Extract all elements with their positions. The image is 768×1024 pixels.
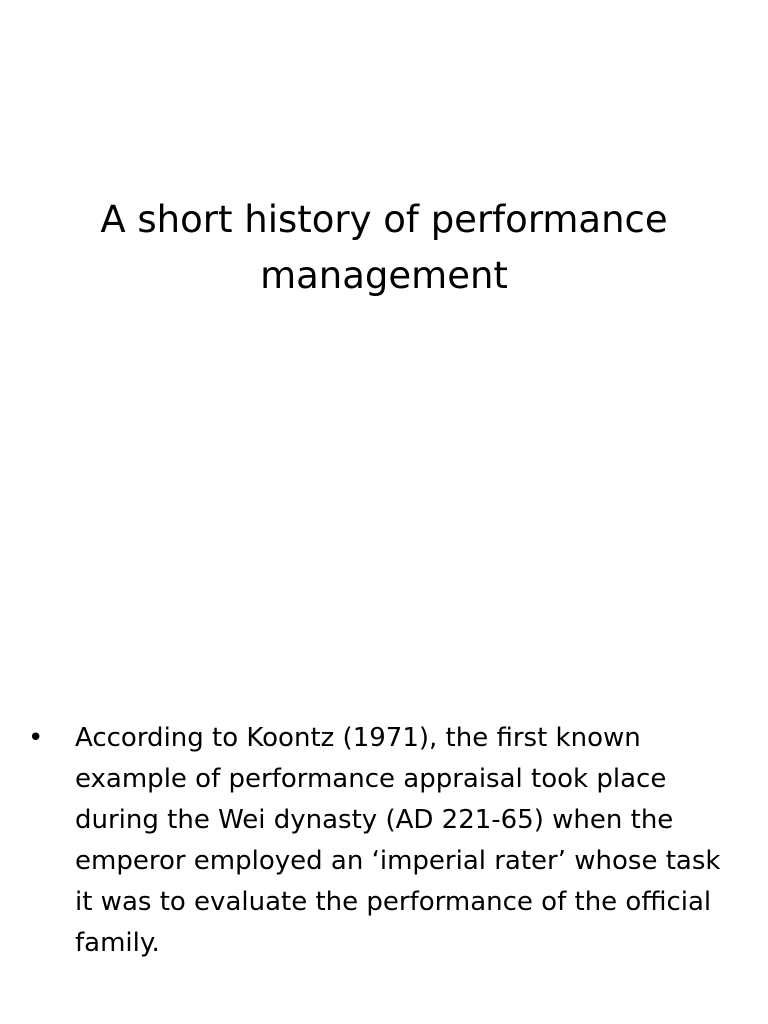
bullet-list <box>28 718 728 964</box>
bullet-marker: • <box>28 723 44 753</box>
slide-title: A short history of performance management <box>100 198 668 297</box>
bullet-text: According to Koontz (1971), the first known example of performance appraisal took place during the Wei dynasty (AD 221-65) when the emperor employed an ‘imperial rater’ whose task it was to evaluate the performance of the official family. <box>75 723 721 958</box>
bullet-item <box>28 718 728 964</box>
